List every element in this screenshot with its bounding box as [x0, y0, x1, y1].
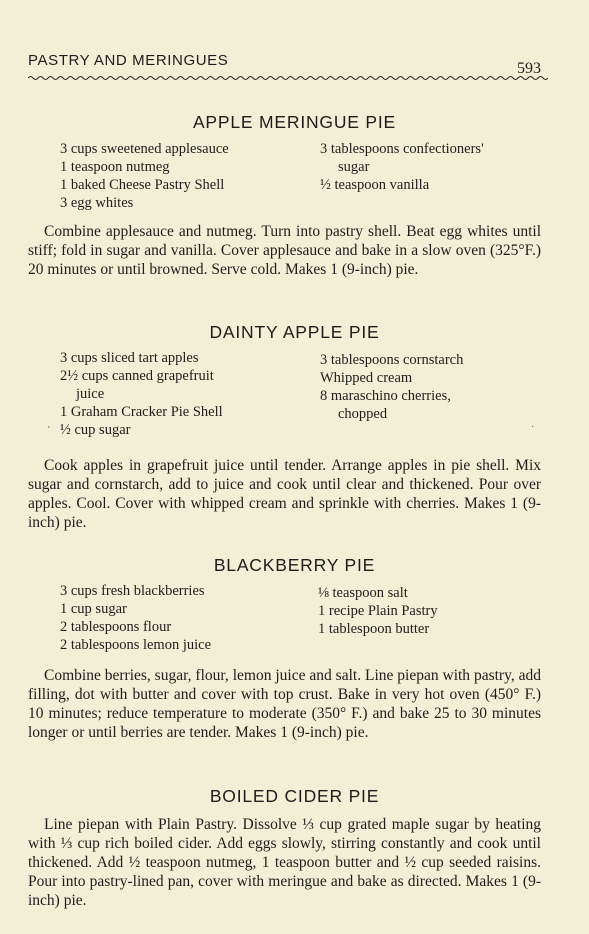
recipe-directions: Combine applesauce and nutmeg. Turn into pastry shell. Beat egg whites until stiff; fold in sugar and vanilla. Cover applesauce and bake in a slow oven (325°F.) 20 minutes or until browned. Serve cold. Makes 1 (9-inch) pie.: [28, 223, 541, 278]
ingredient-list-left: [60, 582, 211, 654]
recipe-title: BLACKBERRY PIE: [213, 555, 376, 575]
running-head: PASTRY AND MERINGUES: [28, 52, 229, 69]
ingredient: 1 tablespoon butter: [318, 621, 430, 637]
ingredient-list-left: [60, 140, 229, 212]
ingredient: 1 teaspoon nutmeg: [60, 159, 170, 175]
ingredient: 1 recipe Plain Pastry: [318, 603, 438, 619]
stray-mark: ': [48, 425, 50, 436]
ingredient: 1 baked Cheese Pastry Shell: [60, 177, 225, 193]
ingredient: juice: [76, 386, 105, 402]
ingredient: 3 cups sweetened applesauce: [60, 141, 229, 157]
recipe-title: DAINTY APPLE PIE: [209, 322, 380, 342]
ingredient-list-left: [60, 349, 223, 439]
ingredient: chopped: [338, 406, 388, 422]
page-number: 593: [517, 60, 541, 77]
ingredient: 2 tablespoons flour: [60, 619, 172, 635]
recipe-title: BOILED CIDER PIE: [209, 786, 380, 806]
ingredient: 3 tablespoons confectioners': [320, 141, 484, 157]
stray-mark: ·: [531, 422, 535, 433]
ingredient: 8 maraschino cherries,: [320, 388, 451, 404]
ingredient: ⅛ teaspoon salt: [318, 585, 408, 601]
recipe-directions: Combine berries, sugar, flour, lemon juice and salt. Line piepan with pastry, add filling, dot with butter and cover with top crust. Bake in very hot oven (450° F.) 10 minutes; reduce temperature to moderate (350° F.) and bake 25 to 30 minutes longer or until berries are tender. Makes 1 (9-inch) pie.: [28, 667, 541, 741]
ingredient: Whipped cream: [320, 370, 413, 386]
ingredient: ½ cup sugar: [60, 422, 131, 438]
recipe-directions: Cook apples in grapefruit juice until tender. Arrange apples in pie shell. Mix sugar and cornstarch, add to juice and cook until clear and thickened. Pour over apples. Cool. Cover with whipped cream and sprinkle with cherries. Makes 1 (9-inch) pie.: [28, 457, 541, 531]
recipe-title: APPLE MERINGUE PIE: [192, 112, 397, 132]
recipe-directions: Line piepan with Plain Pastry. Dissolve ⅓ cup grated maple sugar by heating with ⅓ cup rich boiled cider. Add eggs slowly, stirring constantly and cook until thickened. Add ½ teaspoon nutmeg, 1 teaspoon butter and ½ cup seeded raisins. Pour into pastry-lined pan, cover with meringue and bake as directed. Makes 1 (9-inch) pie.: [28, 816, 541, 909]
ingredient-list-right: [318, 584, 438, 638]
ingredient: 1 Graham Cracker Pie Shell: [60, 404, 223, 420]
ingredient-list-right: [320, 140, 484, 194]
ingredient: 3 cups fresh blackberries: [60, 583, 205, 599]
wavy-rule: [28, 74, 548, 82]
ingredient: 1 cup sugar: [60, 601, 127, 617]
ingredient: 3 tablespoons cornstarch: [320, 352, 464, 368]
ingredient: 3 egg whites: [60, 195, 134, 211]
ingredient-list-right: [320, 351, 463, 423]
ingredient: sugar: [338, 159, 370, 175]
ingredient: 3 cups sliced tart apples: [60, 350, 199, 366]
ingredient: ½ teaspoon vanilla: [320, 177, 430, 193]
ingredient: 2½ cups canned grapefruit: [60, 368, 214, 384]
ingredient: 2 tablespoons lemon juice: [60, 637, 212, 653]
